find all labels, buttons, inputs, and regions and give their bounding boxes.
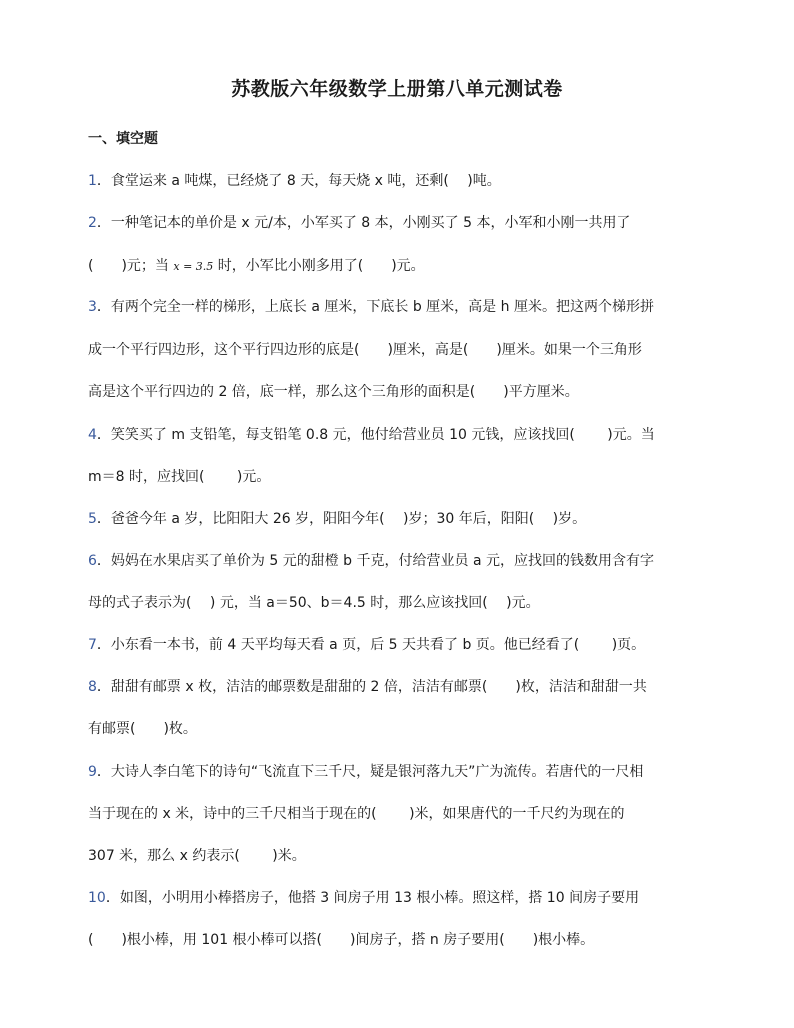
question-text: 高是这个平行四边的 2 倍，底一样，那么这个三角形的面积是( )平方厘米。 — [88, 384, 579, 400]
question-1 — [88, 171, 713, 191]
question-9-line-3 — [88, 846, 713, 866]
question-number: 8 — [88, 679, 97, 695]
question-5 — [88, 509, 713, 529]
question-9-line-2 — [88, 804, 713, 824]
question-text: 有邮票( )枚。 — [88, 721, 197, 737]
question-2-line-2 — [88, 256, 713, 277]
question-text: ．妈妈在水果店买了单价为 5 元的甜橙 b 千克，付给营业员 a 元，应找回的钱数用含有字 — [96, 553, 654, 569]
question-text: 307 米，那么 x 约表示( )米。 — [88, 848, 306, 864]
question-text: ．爸爸今年 a 岁，比阳阳大 26 岁，阳阳今年( )岁；30 年后，阳阳( )岁。 — [96, 511, 587, 527]
math-expression: x = 3.5 — [173, 260, 214, 273]
question-text: ．大诗人李白笔下的诗句“飞流直下三千尺，疑是银河落九天”广为流传。若唐代的一尺相 — [96, 764, 644, 780]
question-text: m＝8 时，应找回( )元。 — [88, 469, 271, 485]
question-3 — [88, 297, 713, 317]
question-number: 5 — [88, 511, 97, 527]
question-text: ．甜甜有邮票 x 枚，洁洁的邮票数是甜甜的 2 倍，洁洁有邮票( )枚，洁洁和甜甜一共 — [96, 679, 647, 695]
question-7 — [88, 635, 713, 655]
question-4-line-2 — [88, 467, 713, 487]
question-8-line-2 — [88, 719, 713, 739]
question-text: ( )元；当 — [88, 258, 174, 274]
question-text: ．如图，小明用小棒搭房子，他搭 3 间房子用 13 根小棒。照这样，搭 10 间房子要用 — [105, 890, 640, 906]
question-text: 母的式子表示为( ) 元，当 a＝50、b＝4.5 时，那么应该找回( )元。 — [88, 595, 540, 611]
question-text: ．一种笔记本的单价是 x 元/本，小军买了 8 本，小刚买了 5 本，小军和小刚一共用了 — [96, 215, 631, 231]
question-6-line-2 — [88, 593, 713, 613]
question-number: 4 — [88, 427, 97, 443]
question-3-line-3 — [88, 382, 713, 402]
section-heading: 一、填空题 — [88, 131, 158, 147]
question-8 — [88, 677, 713, 697]
question-number: 1 — [88, 173, 97, 189]
question-text: ．笑笑买了 m 支铅笔，每支铅笔 0.8 元，他付给营业员 10 元钱，应该找回( )元。当 — [96, 427, 655, 443]
page-title: 苏教版六年级数学上册第八单元测试卷 — [231, 78, 563, 100]
question-text: 当于现在的 x 米，诗中的三千尺相当于现在的( )米，如果唐代的一千尺约为现在的 — [88, 806, 625, 822]
question-number: 7 — [88, 637, 97, 653]
question-number: 10 — [88, 890, 106, 906]
question-text: ．食堂运来 a 吨煤，已经烧了 8 天，每天烧 x 吨，还剩( )吨。 — [96, 173, 501, 189]
question-number: 6 — [88, 553, 97, 569]
question-3-line-2 — [88, 340, 713, 360]
question-9 — [88, 762, 713, 782]
question-number: 2 — [88, 215, 97, 231]
question-text: ( )根小棒，用 101 根小棒可以搭( )间房子，搭 n 房子要用( )根小棒。 — [88, 932, 595, 948]
question-text: 成一个平行四边形，这个平行四边形的底是( )厘米，高是( )厘米。如果一个三角形 — [88, 342, 642, 358]
question-2 — [88, 213, 713, 233]
question-text: ．有两个完全一样的梯形，上底长 a 厘米，下底长 b 厘米，高是 h 厘米。把这两个梯形拼 — [96, 299, 654, 315]
question-text: ．小东看一本书，前 4 天平均每天看 a 页，后 5 天共看了 b 页。他已经看了( )页。 — [96, 637, 646, 653]
question-10 — [88, 888, 713, 908]
question-4 — [88, 425, 713, 445]
question-10-line-2 — [88, 930, 713, 950]
question-number: 3 — [88, 299, 97, 315]
question-number: 9 — [88, 764, 97, 780]
question-6 — [88, 551, 713, 571]
question-text: 时，小军比小刚多用了( )元。 — [213, 258, 425, 274]
